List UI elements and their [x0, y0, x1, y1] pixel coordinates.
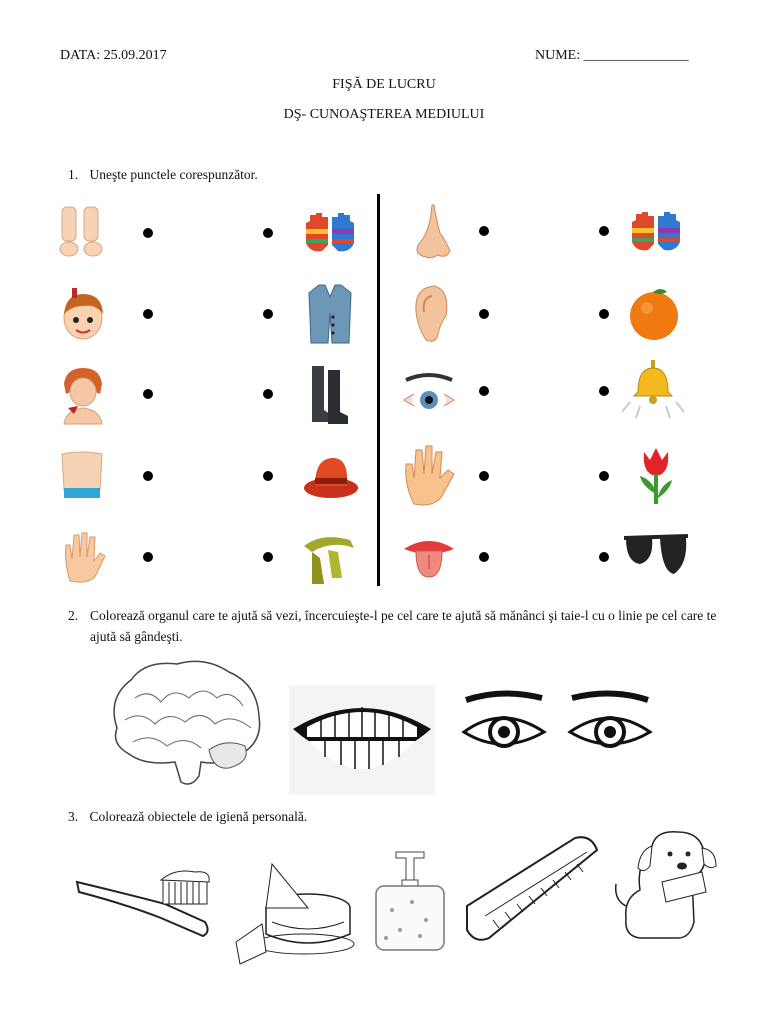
dot-right-a4[interactable]: [479, 471, 489, 481]
toothbrush-icon: [75, 868, 215, 942]
name-field[interactable]: [535, 48, 689, 64]
hand-icon: [60, 531, 108, 585]
dot-right-a2[interactable]: [479, 309, 489, 319]
dot-right-b2[interactable]: [599, 309, 609, 319]
torso-icon: [56, 452, 108, 502]
date-label: DATA: 25.09.2017: [60, 48, 167, 63]
boots-icon: [310, 364, 350, 426]
vest-icon: [307, 283, 353, 345]
name-label: NUME:: [535, 48, 581, 63]
nose-icon: [410, 203, 454, 261]
dot-left-b1[interactable]: [263, 228, 273, 238]
task-3: [68, 806, 307, 827]
column-divider: [377, 194, 380, 586]
hand-sense-icon: [400, 444, 458, 508]
dot-left-b2[interactable]: [263, 309, 273, 319]
dot-left-b5[interactable]: [263, 552, 273, 562]
hat-icon: [303, 452, 359, 500]
task-1-number: 1.: [68, 167, 79, 182]
eyes-icon: [462, 690, 652, 760]
tulip-icon: [636, 446, 676, 508]
feet-icon: [58, 207, 106, 259]
task-1-text: Uneşte punctele corespunzător.: [89, 167, 258, 182]
dot-left-a5[interactable]: [143, 552, 153, 562]
dot-right-a1[interactable]: [479, 226, 489, 236]
dot-left-a3[interactable]: [143, 389, 153, 399]
head-icon: [58, 286, 108, 344]
brain-icon: [105, 658, 265, 790]
name-blank-line: _______________: [583, 48, 689, 63]
task-2-text: Colorează organul care te ajută să vezi, încercuieşte-l pe cel care te ajută să mănânci şi taie-l cu o linie pe cel care te ajută să gândeşti.: [90, 608, 717, 644]
dot-right-a3[interactable]: [479, 386, 489, 396]
cake-icon: [232, 860, 354, 968]
tongue-icon: [402, 537, 456, 579]
comb-icon: [465, 836, 601, 946]
scarf-icon: [298, 530, 360, 586]
orange-icon: [627, 286, 681, 342]
task-3-number: 3.: [68, 809, 79, 824]
gloves-icon-2: [628, 208, 684, 254]
worksheet-title: FIŞĂ DE LUCRU: [332, 77, 436, 92]
dot-left-a4[interactable]: [143, 471, 153, 481]
dot-right-b5[interactable]: [599, 552, 609, 562]
task-3-text: Colorează obiectele de igienă personală.: [89, 809, 308, 824]
dot-right-a5[interactable]: [479, 552, 489, 562]
neck-icon: [60, 366, 106, 424]
gloves-icon: [302, 209, 358, 255]
soap-dispenser-icon: [372, 850, 448, 954]
task-2: [68, 605, 718, 647]
dot-right-b1[interactable]: [599, 226, 609, 236]
dot-left-b4[interactable]: [263, 471, 273, 481]
dot-right-b3[interactable]: [599, 386, 609, 396]
ear-icon: [410, 284, 450, 344]
dot-left-b3[interactable]: [263, 389, 273, 399]
task-1: [68, 164, 258, 185]
dot-left-a1[interactable]: [143, 228, 153, 238]
worksheet-subtitle: DŞ- CUNOAŞTEREA MEDIULUI: [283, 107, 485, 122]
dot-right-b4[interactable]: [599, 471, 609, 481]
dog-icon: [612, 826, 720, 944]
sunglasses-icon: [622, 530, 690, 580]
dot-left-a2[interactable]: [143, 309, 153, 319]
bell-icon: [620, 358, 686, 424]
task-2-number: 2.: [68, 608, 79, 623]
teeth-icon: [289, 685, 435, 795]
eye-icon: [402, 374, 456, 420]
